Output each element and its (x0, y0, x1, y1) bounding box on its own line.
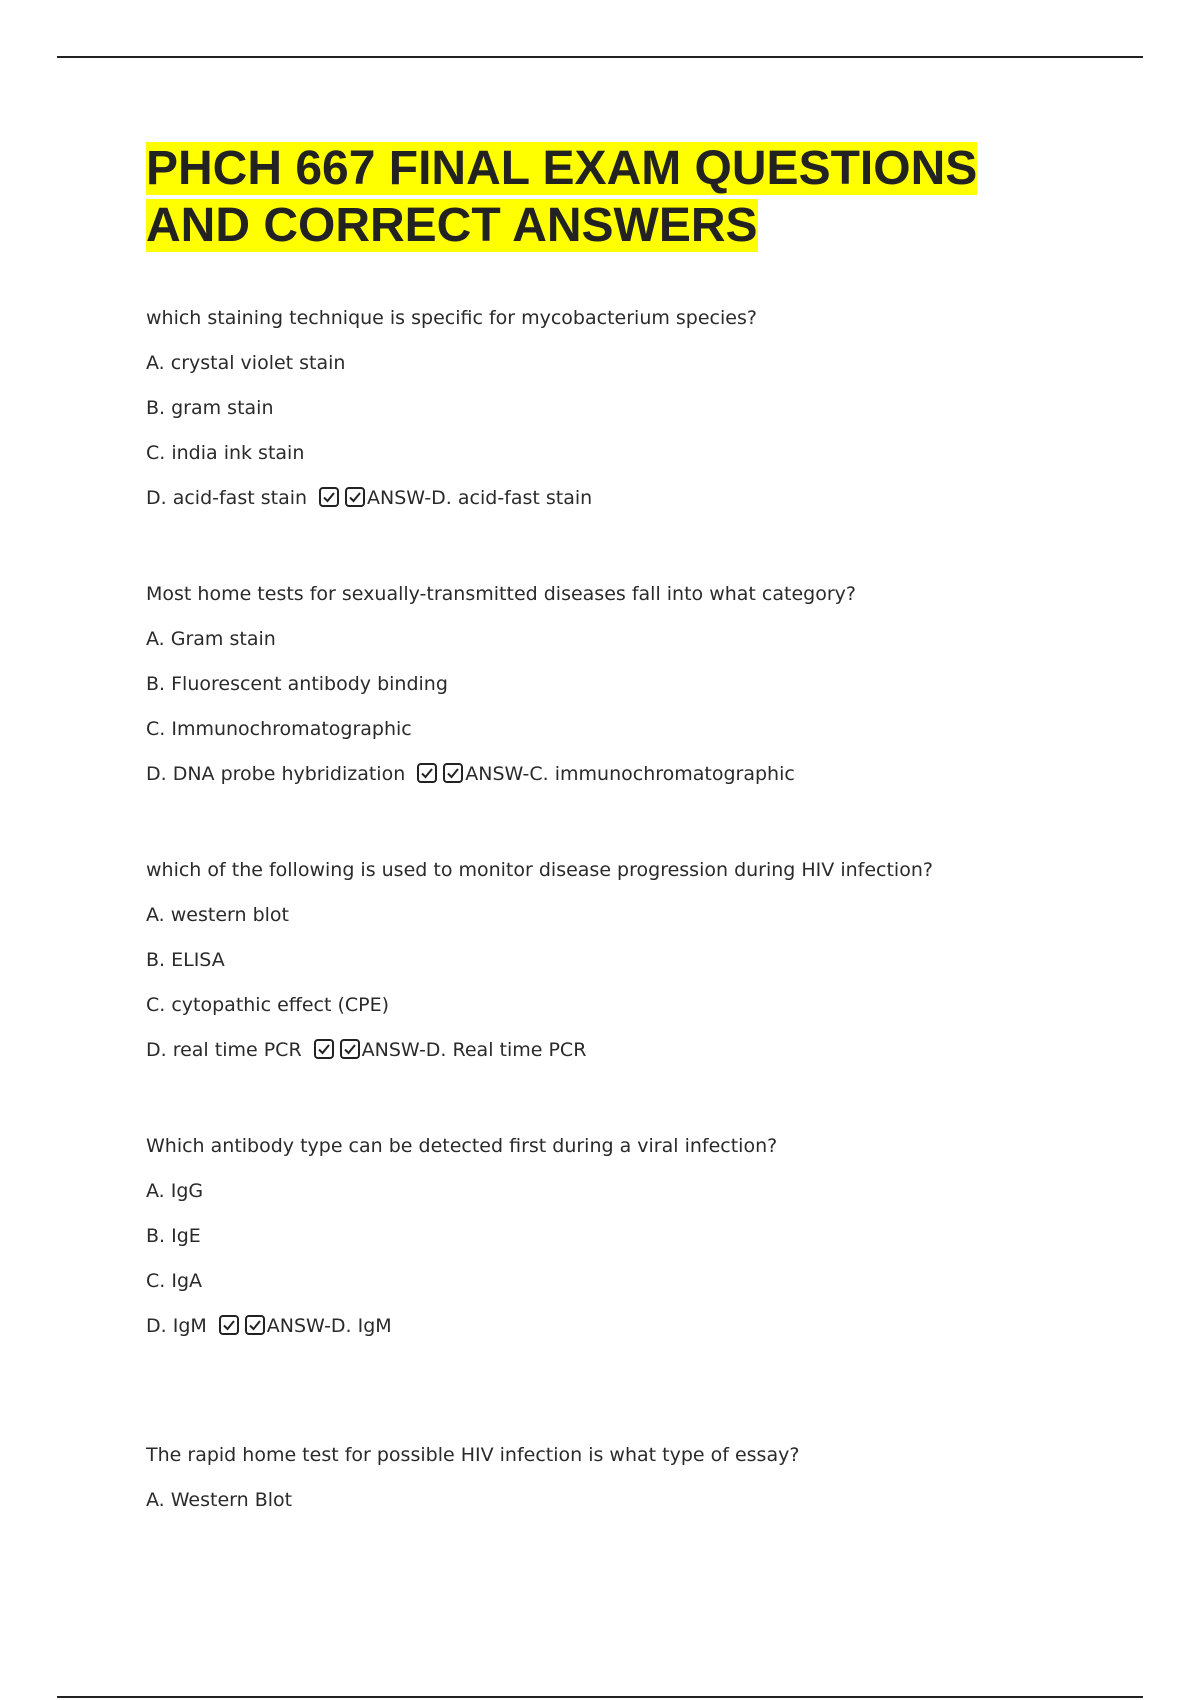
question-3 (146, 848, 1106, 1073)
option-d: D. DNA probe hybridization (146, 763, 406, 785)
correct-answer: ANSW-D. acid-fast stain (367, 487, 593, 509)
option-a: A. western blot (146, 904, 289, 926)
question-list (146, 296, 1106, 1523)
option-c: C. india ink stain (146, 442, 305, 464)
question-4 (146, 1124, 1106, 1349)
option-a: A. Gram stain (146, 628, 276, 650)
option-d: D. acid-fast stain (146, 487, 308, 509)
option-a: A. IgG (146, 1180, 204, 1202)
option-d-with-answer (146, 752, 1106, 797)
option-d-with-answer (146, 476, 1106, 521)
question-stem: The rapid home test for possible HIV infection is what type of essay? (146, 1444, 800, 1466)
checkbox-check-icon (319, 487, 339, 507)
checkbox-check-icon (345, 487, 365, 507)
option-c: C. IgA (146, 1270, 203, 1292)
checkbox-check-icon (314, 1039, 334, 1059)
title-line-1: PHCH 667 FINAL EXAM QUESTIONS (146, 142, 978, 195)
question-stem: which staining technique is specific for mycobacterium species? (146, 307, 757, 329)
option-d-with-answer (146, 1304, 1106, 1349)
answer-markers (319, 476, 365, 521)
question-1 (146, 296, 1106, 521)
option-b: B. Fluorescent antibody binding (146, 673, 448, 695)
correct-answer: ANSW-D. IgM (266, 1315, 392, 1337)
option-b: B. ELISA (146, 949, 225, 971)
option-a: A. crystal violet stain (146, 352, 346, 374)
checkbox-check-icon (340, 1039, 360, 1059)
top-divider (57, 56, 1143, 58)
checkbox-check-icon (219, 1315, 239, 1335)
question-stem: which of the following is used to monitor disease progression during HIV infection? (146, 859, 933, 881)
option-a: A. Western Blot (146, 1489, 293, 1511)
option-d-with-answer (146, 1028, 1106, 1073)
page-title (146, 140, 1106, 254)
bottom-divider (57, 1696, 1143, 1698)
question-stem: Which antibody type can be detected first during a viral infection? (146, 1135, 778, 1157)
checkbox-check-icon (417, 763, 437, 783)
answer-markers (417, 752, 463, 797)
checkbox-check-icon (443, 763, 463, 783)
option-d: D. real time PCR (146, 1039, 302, 1061)
answer-markers (314, 1028, 360, 1073)
question-2 (146, 572, 1106, 797)
option-b: B. gram stain (146, 397, 274, 419)
checkbox-check-icon (245, 1315, 265, 1335)
title-line-2: AND CORRECT ANSWERS (146, 199, 758, 252)
option-b: B. IgE (146, 1225, 201, 1247)
option-d: D. IgM (146, 1315, 207, 1337)
option-c: C. cytopathic effect (CPE) (146, 994, 390, 1016)
question-5 (146, 1433, 1106, 1523)
option-c: C. Immunochromatographic (146, 718, 412, 740)
question-stem: Most home tests for sexually-transmitted diseases fall into what category? (146, 583, 856, 605)
correct-answer: ANSW-C. immunochromatographic (465, 763, 795, 785)
answer-markers (219, 1304, 265, 1349)
correct-answer: ANSW-D. Real time PCR (361, 1039, 587, 1061)
document-body (146, 140, 1106, 1574)
